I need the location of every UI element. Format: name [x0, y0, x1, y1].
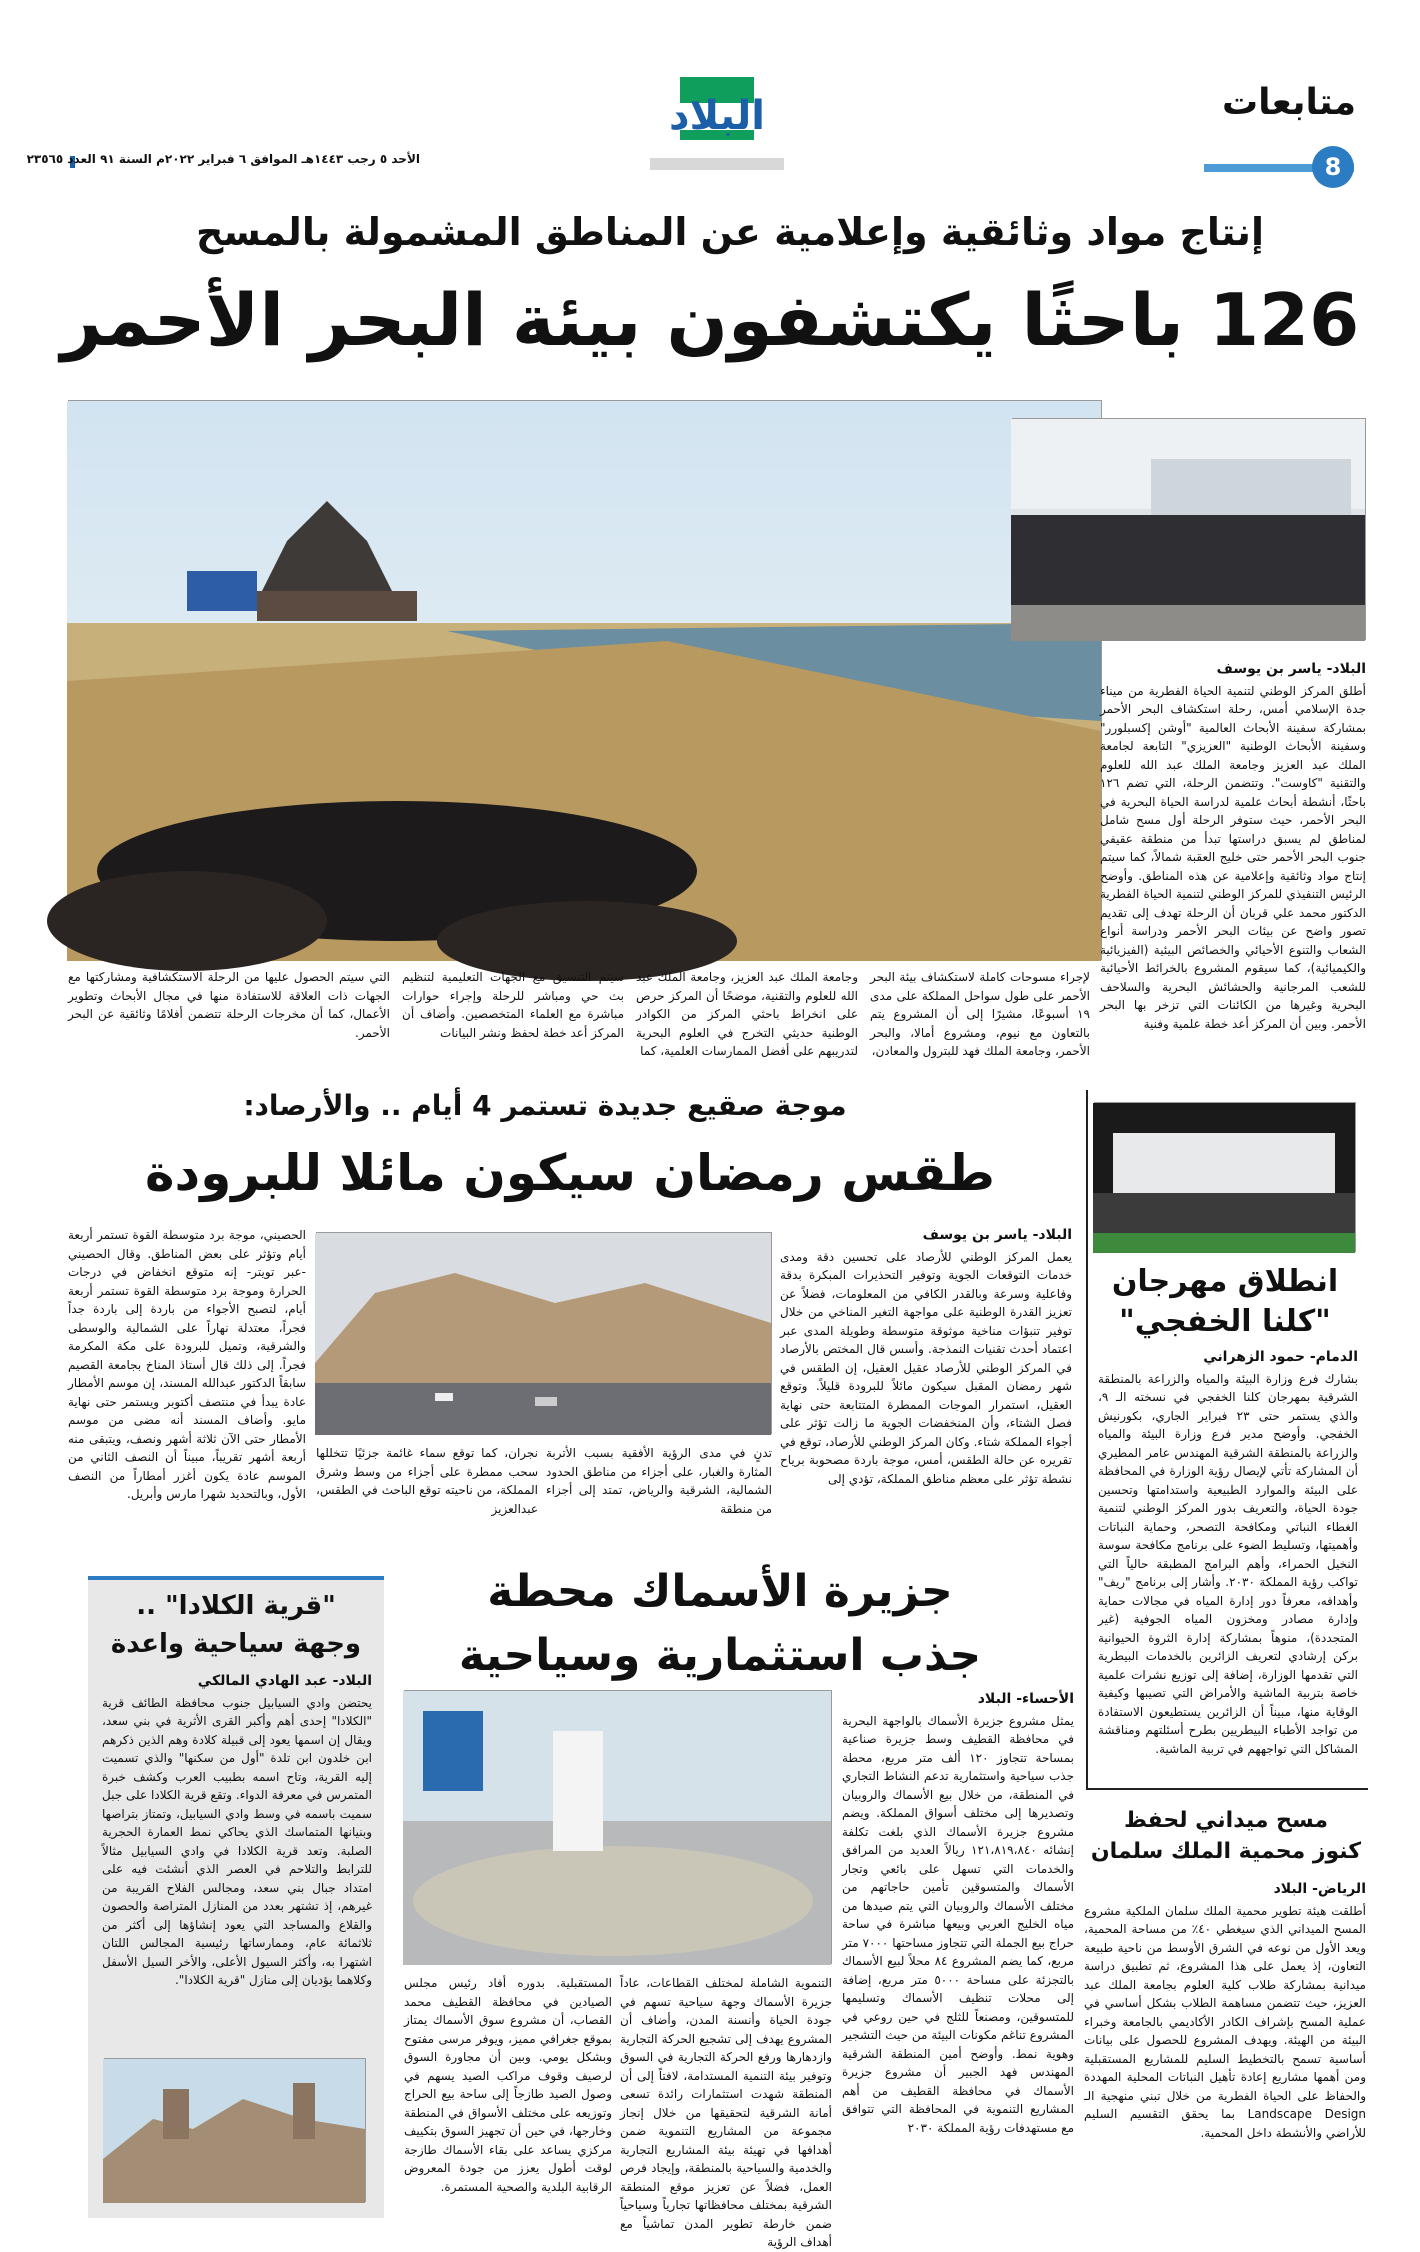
story2-kicker: موجة صقيع جديدة تستمر 4 أيام .. والأرصاد: [243, 1089, 847, 1122]
village-byline: البلاد- عبد الهادي المالكي [197, 1673, 372, 1689]
page-number: 8 [1324, 153, 1342, 181]
village-column [102, 1672, 372, 2042]
festival-column [1098, 1348, 1358, 1768]
fish-mid-column: التنموية الشاملة لمختلف القطاعات، عاداً جزيرة الأسماك وجهة سياحية تسهم في جودة الحياة وأنسنة المدن، وأضاف أن المشروع يهدف إلى تشجيع الحركة التجارية وازدهارها ورفع الحركة التجارية في السوق وتوفير بيئة التنمية المستدامة، لافتاً إلى أن المنطقة شهدت استثمارات رائدة تسعى أمانة الشرقية لتحقيقها من خلال إنجاز مجموعة من المشاريع التنموية ضمن أهدافها في تهيئة بيئة المشاريع التجارية والخدمية والسياحية بالمنطقة، وإيجاد فرص العمل، فضلاً عن تعزيز موقع المنطقة الشرقية بمختلف محافظاتها تجارياً وسياحياً ضمن خارطة تطوير المدن تماشياً مع أهداف الرؤية [620, 1976, 832, 2249]
reserve-text: أطلقت هيئة تطوير محمية الملك سلمان الملكية مشروع المسح الميداني الذي سيغطي ٤٠٪ من مساحة المحمية، ويعد الأول من نوعه في الشرق الأوسط من ناحية طبيعة التعاون، إذ يعمل على هذا المشروع، ثم تطبيق دراسة ميدانية بمشاركة طلاب كلية العلوم بجامعة الملك عبد العزيز، حيث تتضمن مساهمة الطلاب بشكل أساسي في عملية المسح بإشراف الكادر الأكاديمي بالجامعة وخبراء البيئة من الهيئة. ويهدف المشروع للحصول على بيانات أساسية تسمح بالتخطيط السليم للمشاريع المستقبلية ومن أهمها مشاريع إعادة تأهيل النباتات المحلية المهددة والحفاظ على الحياة الفطرية من خلال تبني منهجية الـ Landscape Design بما يحقق التقسيم السليم للأراضي والأنشطة داخل المحمية. [1084, 1903, 1367, 2140]
festival-headline-2: "كلنا الخفجي" [1119, 1304, 1331, 1339]
story1-kicker: إنتاج مواد وثائقية وإعلامية عن المناطق المشمولة بالمسح [196, 210, 1264, 254]
story1-headline: 126 باحثًا يكتشفون بيئة البحر الأحمر [60, 278, 1360, 362]
fish-right-text: يمثل مشروع جزيرة الأسماك بالواجهة البحرية في محافظة القطيف وسط جزيرة صناعية بمساحة تتجاوز ١٢٠ ألف متر مربع، محطة جذب سياحية واستثمارية تدعم النشاط التجاري في المنطقة، من خلال بيع الأسماك والروبيان وتصديرها إلى مختلف أسواق المملكة. ويضم مشروع جزيرة الأسماك الذي بلغت تكلفة إنشائه ١٢١،٨١٩،٨٤٠ ريالاً العديد من المرافق والخدمات التي تسهل على بائعي وتجار الأسماك والمتسوقين تأمين حاجاتهم من مختلف الأسماك والروبيان التي يتم صيدها من مياه الخليج العربي وبيعها مباشرة في ساحة حراج بيع الجملة التي تتجاوز مساحتها ٧٠٠٠ متر مربع، كما يضم المشروع ٨٤ محلاً لبيع الأسماك بالتجزئة على مساحة ٥٠٠٠ متر مربع، إضافة إلى محلات تنظيف الأسماك وتسليمها للمتسوقين، ومصنعاً للثلج في حين روعي في المشروع تناغم مكونات البيئة من حيث التشجير وهوية نمط. وأوضح أمين المنطقة الشرقية المهندس فهد الجبير أن مشروع جزيرة الأسماك في محافظة القطيف من أهم المشاريع التنموية في المحافظة التي تتوافق مع مستهدفات رؤية المملكة ٢٠٣٠ [842, 1713, 1075, 2135]
story1-main-column [1100, 660, 1366, 1055]
village-photo [104, 2058, 366, 2202]
story2-headline: طقس رمضان سيكون مائلا للبرودة [145, 1144, 995, 1202]
story1-main-text: أطلق المركز الوطني لتنمية الحياة الفطرية من ميناء جدة الإسلامي أمس، رحلة استكشاف البحر الأحمر بمشاركة سفينة الأبحاث العالمية "أوشن إكسبلورر" وسفينة الأبحاث الوطنية "العزيزي" التابعة لجامعة الملك عبد العزيز وجامعة الملك عبد الله للعلوم والتقنية "كاوست". وتتضمن الرحلة، التي تضم ١٢٦ باحثًا، أنشطة أبحاث علمية لدراسة الحياة البحرية في البحر الأحمر، حيث ستوفر الرحلة أول مسح شامل لمناطق لم يسبق دراستها تبدأ من منطقة عقيفي جنوب البحر الأحمر حتى خليج العقبة شمالاً، كما سيتم إنتاج مواد وثائقية وإعلامية عن هذه المناطق. وأوضح الرئيس التنفيذي للمركز الوطني لتنمية الحياة الفطرية الدكتور محمد علي قربان أن الرحلة تهدف إلى تقديم تصور واضح عن بيئات البحر الأحمر ودراسة أنواع الشعاب والتنوع الأحيائي والخصائص البيئية (الفيزيائية والكيميائية)، كما سيقوم المشروع بالخرائط الأحيائية للشعب المرجانية والحشائش البحرية والسلاحف البحرية وغيرها من الكائنات التي تزخر بها البحر الأحمر. وبين أن المركز أعد خطة علمية وفنية [1100, 683, 1366, 1031]
researchers-photo [1012, 418, 1366, 640]
village-text: يحتضن وادي السيابيل جنوب محافظة الطائف قرية "الكلادا" إحدى أهم وأكبر القرى الأثرية في بني سعد، ويقال إن اسمها يعود إلى قبيلة كلادة وهم الذين ذكرهم ابن خلدون ابن تلدة "أول من سكنها" والذي تسميت إليه القرية، وتاح اسمه بطبيب العرب وكشف خبرة المتمرس في معرفة الدواء. وتقع قرية الكلادا على جبل سميت باسمه في وسط وادي السيابيل، وتمتاز بتراصها وبنيانها المتماسك الذي يحاكي نمط العمارة الحجرية الصلبة. وتعد قرية الكلادا في وادي السيابيل مثالاً للترابط والتلاحم في العصر الذي أنشئت فيه على امتداد جبال بني سعد، ومجالس الفلاح القريبة من غيرهم، إذ تشتهر بعدد من المنازل المتراصة والحصون والقلاع والمساجد التي يعود إنشاؤها إلى أكثر من ثلاثمائة عام، وممارساتها رئيسية المجالس اللتان اشتهرا به، وأكثر السيول الأعلى، والأخر السيل الأسفل وكلاهما يؤديان إلى منازل "قرية الكلادا". [102, 1695, 372, 1987]
story1-col-1: لإجراء مسوحات كاملة لاستكشاف بيئة البحر الأحمر على طول سواحل المملكة على مدى ١٩ أسبوعًا، مشيرًا إلى أن المشروع يتم بالتعاون مع نيوم، ومشروع أمالا، والبحر الأحمر، وجامعة الملك فهد للبترول والمعادن، [870, 970, 1090, 1058]
page-number-badge [1312, 146, 1354, 188]
story1-col-3: سيتم التنسيق مع الجهات التعليمية لتنظيم بث حي ومباشر للرحلة وإجراء حوارات مباشرة مع العلماء المتخصصين. وأضاف أن المركز أعد خطة لحفظ ونشر البيانات [402, 970, 624, 1040]
village-headline-1: "قرية الكلادا" .. [136, 1591, 336, 1621]
story2-right-column [780, 1226, 1072, 1546]
reserve-byline: الرياض- البلاد [1273, 1881, 1366, 1897]
festival-byline: الدمام- حمود الزهراني [1203, 1349, 1358, 1365]
festival-headline-1: انطلاق مهرجان [1111, 1264, 1339, 1299]
fish-right-column [842, 1690, 1074, 2220]
rainy-road-photo [316, 1232, 772, 1434]
story2-byline: البلاد- ياسر بن يوسف [922, 1227, 1072, 1243]
reserve-headline-1: مسح ميداني لحفظ [1123, 1808, 1329, 1833]
fish-headline-2: جذب استثمارية وسياحية [458, 1630, 982, 1681]
village-headline-2: وجهة سياحية واعدة [110, 1629, 362, 1659]
date-line: الأحد ٥ رجب ١٤٤٣هـ الموافق ٦ فبراير ٢٠٢٢م السنة ٩١ العدد ٢٣٥٦٥ [26, 152, 420, 166]
reserve-headline-2: كنوز محمية الملك سلمان [1090, 1839, 1362, 1864]
story1-byline: البلاد- ياسر بن يوسف [1216, 661, 1366, 677]
festival-photo [1094, 1102, 1356, 1252]
fish-left-column: المستقبلية. بدوره أفاد رئيس مجلس الصيادين في محافظة القطيف محمد القصاب، أن مشروع سوق الأسماك يمتاز بموقع جغرافي مميز، ويوفر مرسى مفتوح وبشكل يومي. وبين أن مجاورة السوق لرصيف وقوف مراكب الصيد يسهم في وصول الصيد طازجاً إلى ساحة بيع الحراج وتوزيعه على مختلف الأسواق في المنطقة وخارجها، في حين أن تجهيز السوق بتكييف مركزي يساعد على بقاء الأسماك طازجة لوقت أطول يعزز من جودة المعروض الرقابية البلدية والصحية المستمرة. [404, 1976, 612, 2194]
logo-text: البلاد [669, 93, 765, 139]
page-header [0, 0, 1420, 190]
story2-left-column: الحصيني، موجة برد متوسطة القوة تستمر أربعة أيام وتؤثر على بعض المناطق. وقال الحصيني -عبر تويتر- إنه متوقع انخفاض في درجات الحرارة وموجة برد متوسطة القوة تستمر أربعة أيام، لتصبح الأجواء من باردة إلى باردة جداً فجراً، معتدلة نهاراً على الشمالية والوسطى والشرقية، وتميل للبرودة على مكة المكرمة فجراً. إلى ذلك قال أستاذ المناخ بجامعة القصيم سابقاً الدكتور عبدالله المسند، إن موسم الأمطار عادة يبدأ في منتصف أكتوبر ويستمر حتى نهاية مايو. وأضاف المسند أنه مضى من موسم الأمطار حتى الآن ثلاثة أشهر ونصف، ويتبقى منه أربعة أشهر تقريباً، مبيناً أن النصف الثاني من الموسم عادة يكون أغزر أمطاراً من النصف الأول، وبالتحديد شهرا مارس وأبريل. [68, 1228, 306, 1501]
newspaper-logo [650, 72, 784, 172]
story2-right-text: يعمل المركز الوطني للأرصاد على تحسين دقة ومدى خدمات التوقعات الجوية وتوفير التحذيرات المبكرة بدقة وفاعلية وسرعة وبالقدر الكافي من المعلومات، فضلاً عن تعزيز القدرة الوطنية على مواجهة التغير المناخي من خلال توفير تنبؤات مناخية موثوقة متوسطة وطويلة المدى عبر اعتماد أحدث تقنيات النمذجة. وأسس قال المختص بالأرصاد في المركز الوطني للأرصاد عقيل العقيل، إن الطقس في شهر رمضان المقبل سيكون مائلاً للبرودة قليلاً. وتوقع العقيل، استمرار الموجات الممطرة المتتابعة حتى نهاية فصل الشتاء، وأن المنخفضات الجوية ما زالت تؤثر على أجواء المملكة شتاء. وكان المركز الوطني للأرصاد، توقع في تقريره عن حالة الطقس، أمس، موجة باردة مصحوبة برياح نشطة تؤثر على معظم مناطق المملكة، تؤدي إلى [780, 1249, 1072, 1486]
story2-under-photo-2: نجران، كما توقع سماء غائمة جزئيًا تتخللها سحب ممطرة على أجزاء من وسط وشرق المملكة، من ناحيته توقع الباحث في الطقس، عبدالعزيز [316, 1446, 538, 1516]
story1-col-2: وجامعة الملك عبد العزيز، وجامعة الملك عبد الله للعلوم والتقنية، موضحًا أن المركز حرص على انخراط باحثي المركز من الكوادر الوطنية حديثي التخرج في العلوم البحرية لتدريبهم على أفضل الممارسات العلمية، كما [636, 970, 858, 1058]
story2-under-photo-1: تدنٍ في مدى الرؤية الأفقية بسبب الأتربة المثارة والغبار، على أجزاء من مناطق الحدود الشمالية، الشرقية والرياض، تمتد إلى أجزاء من منطقة [546, 1446, 772, 1516]
fish-headline-1: جزيرة الأسماك محطة [487, 1566, 953, 1617]
fish-byline: الأحساء- البلاد [977, 1691, 1074, 1707]
section-title: متابعات [1221, 82, 1356, 123]
sea-photo [68, 400, 1102, 960]
festival-text: بشارك فرع وزارة البيئة والمياه والزراعة بالمنطقة الشرقية بمهرجان كلنا الخفجي في نسخته الـ ٩، والذي يستمر حتى ٢٣ فبراير الجاري، بكورنيش الخفجي. وأوضح مدير فرع وزارة البيئة والمياه والزراعة بالمنطقة الشرقية المهندس عامر المطيري أن المشاركة تأتي لإيصال رؤية الوزارة في المحافظة على البيئة والموارد الطبيعية واستدامتها وتحسين جودة الحياة، والتعريف بدور المركز الوطني لتنمية الغطاء النباتي ومكافحة التصحر، وحماية النباتات وأهميتها، وتسليط الضوء على برنامج مكافحة سوسة النخيل الحمراء، وأهم البرامج المطبقة حالياً التي تواكب رؤية المملكة ٢٠٣٠. وأشار إلى برنامج "ريف" وأهدافه، معرفاً دور إدارة المياه في مجالات حماية وإدارة مصادر ومخزون المياه الجوفية (غير المتجددة)، منوهاً بمشاركة إدارة الثروة الحيوانية بركن إرشادي لتعريف الزائرين بالخدمات البيطرية التي تقدمها الوزارة، إضافة إلى توزيع نشرات علمية خاصة بتربية الماشية والأمراض التي تصيبها وكيفية الوقاية منها، مبيناً أن الزائرين يستطيعون الاستفادة من تواجد الأطباء البيطريين بطرح أسئلتهم ومناقشة المشاكل التي تواجههم في تربية الماشية. [1098, 1371, 1358, 1756]
story1-col-4: التي سيتم الحصول عليها من الرحلة الاستكشافية ومشاركتها مع الجهات ذات العلاقة للاستفادة منها في مجال الأبحاث وتطوير الأعمال، كما أن مخرجات الرحلة تتضمن أفلامًا وثائقية عن البحر الأحمر. [68, 970, 390, 1040]
fish-market-photo [404, 1690, 832, 1964]
reserve-column [1084, 1880, 1366, 2220]
